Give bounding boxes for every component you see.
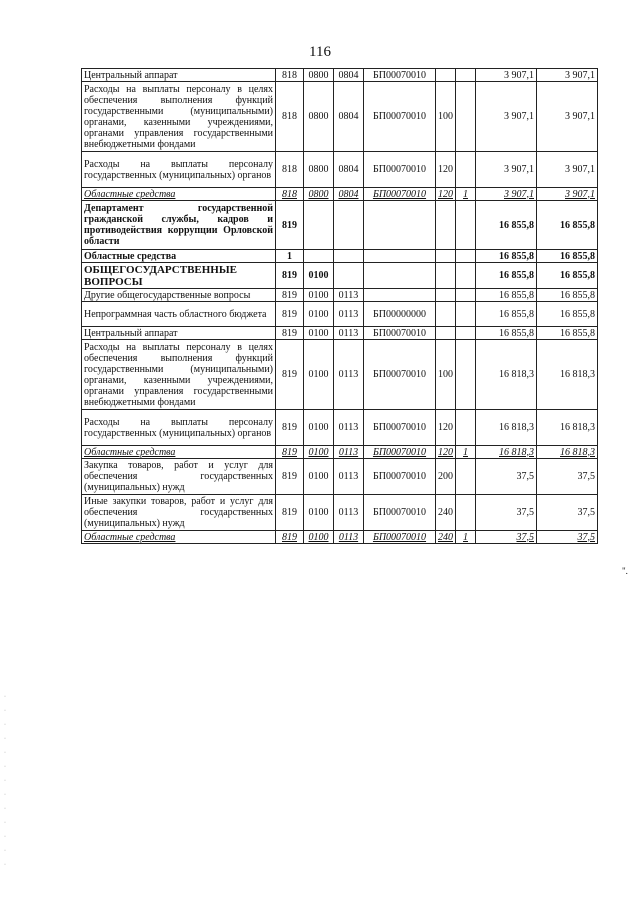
row-target-code	[364, 263, 436, 289]
table-row	[82, 263, 598, 289]
row-subsection-code: 0113	[334, 495, 364, 531]
row-section-code: 0100	[304, 495, 334, 531]
row-value-2: 16 855,8	[537, 289, 598, 302]
row-value-2: 3 907,1	[537, 152, 598, 188]
row-target-code: БП00070010	[364, 82, 436, 152]
row-name: Центральный аппарат	[82, 69, 276, 82]
row-name: Центральный аппарат	[82, 327, 276, 340]
row-ministry-code: 819	[276, 410, 304, 446]
row-section-code: 0100	[304, 302, 334, 327]
table-row	[82, 152, 598, 188]
row-expense-type	[436, 289, 456, 302]
row-source: 1	[456, 188, 476, 201]
row-expense-type: 120	[436, 446, 456, 459]
row-name: Другие общегосударственные вопросы	[82, 289, 276, 302]
row-ministry-code: 819	[276, 327, 304, 340]
row-value-2: 16 818,3	[537, 446, 598, 459]
row-value-1: 3 907,1	[476, 152, 537, 188]
row-section-code: 0800	[304, 152, 334, 188]
row-subsection-code: 0113	[334, 446, 364, 459]
table-row	[82, 327, 598, 340]
row-section-code: 0100	[304, 459, 334, 495]
row-subsection-code: 0113	[334, 302, 364, 327]
row-subsection-code: 0113	[334, 289, 364, 302]
row-target-code	[364, 289, 436, 302]
row-value-2: 3 907,1	[537, 69, 598, 82]
row-value-2: 16 855,8	[537, 201, 598, 250]
row-target-code: БП00070010	[364, 531, 436, 544]
row-expense-type: 120	[436, 188, 456, 201]
row-ministry-code: 819	[276, 459, 304, 495]
row-value-1: 16 855,8	[476, 201, 537, 250]
row-value-1: 16 818,3	[476, 410, 537, 446]
row-target-code: БП00070010	[364, 459, 436, 495]
row-subsection-code: 0113	[334, 340, 364, 410]
row-name: Иные закупки товаров, работ и услуг для обеспечения государственных (муниципальных) нужд	[82, 495, 276, 531]
row-name: Областные средства	[82, 250, 276, 263]
row-value-2: 16 855,8	[537, 327, 598, 340]
row-target-code: БП00070010	[364, 340, 436, 410]
row-ministry-code: 819	[276, 302, 304, 327]
table-row	[82, 495, 598, 531]
row-subsection-code: 0113	[334, 459, 364, 495]
row-expense-type	[436, 327, 456, 340]
row-name: Непрограммная часть областного бюджета	[82, 302, 276, 327]
table-row	[82, 340, 598, 410]
row-section-code: 0100	[304, 446, 334, 459]
row-section-code: 0800	[304, 69, 334, 82]
row-name: Областные средства	[82, 446, 276, 459]
row-expense-type: 200	[436, 459, 456, 495]
row-target-code: БП00070010	[364, 188, 436, 201]
row-value-1: 37,5	[476, 495, 537, 531]
row-source	[456, 250, 476, 263]
row-value-2: 3 907,1	[537, 188, 598, 201]
row-target-code: БП00070010	[364, 327, 436, 340]
row-expense-type	[436, 250, 456, 263]
row-section-code	[304, 201, 334, 250]
row-ministry-code: 818	[276, 188, 304, 201]
table-row	[82, 302, 598, 327]
table-row	[82, 69, 598, 82]
row-source: 1	[456, 446, 476, 459]
table-row	[82, 188, 598, 201]
row-name: Областные средства	[82, 531, 276, 544]
row-expense-type: 100	[436, 340, 456, 410]
row-ministry-code: 819	[276, 495, 304, 531]
row-source	[456, 82, 476, 152]
row-target-code: БП00070010	[364, 495, 436, 531]
row-target-code: БП00000000	[364, 302, 436, 327]
table-row	[82, 410, 598, 446]
row-subsection-code: 0113	[334, 327, 364, 340]
row-expense-type: 120	[436, 410, 456, 446]
row-subsection-code	[334, 263, 364, 289]
row-value-1: 3 907,1	[476, 69, 537, 82]
row-source	[456, 302, 476, 327]
row-value-1: 3 907,1	[476, 188, 537, 201]
row-name: ОБЩЕГОСУДАРСТВЕННЫЕ ВОПРОСЫ	[82, 263, 276, 289]
row-value-2: 16 818,3	[537, 340, 598, 410]
row-value-2: 37,5	[537, 495, 598, 531]
row-subsection-code: 0804	[334, 188, 364, 201]
page-number: 116	[309, 44, 331, 60]
row-subsection-code: 0804	[334, 152, 364, 188]
row-target-code: БП00070010	[364, 152, 436, 188]
row-subsection-code: 0113	[334, 410, 364, 446]
row-value-2: 16 855,8	[537, 250, 598, 263]
row-source	[456, 340, 476, 410]
row-subsection-code: 0113	[334, 531, 364, 544]
row-section-code: 0800	[304, 188, 334, 201]
row-ministry-code: 818	[276, 69, 304, 82]
row-expense-type: 100	[436, 82, 456, 152]
row-source	[456, 201, 476, 250]
row-value-2: 16 855,8	[537, 302, 598, 327]
row-source	[456, 410, 476, 446]
table-row	[82, 250, 598, 263]
table-row	[82, 459, 598, 495]
table-row	[82, 289, 598, 302]
row-ministry-code: 818	[276, 82, 304, 152]
table-row	[82, 201, 598, 250]
row-section-code: 0100	[304, 340, 334, 410]
row-name: Областные средства	[82, 188, 276, 201]
row-value-1: 3 907,1	[476, 82, 537, 152]
row-value-1: 16 818,3	[476, 446, 537, 459]
row-value-1: 16 855,8	[476, 289, 537, 302]
row-ministry-code: 819	[276, 531, 304, 544]
corner-mark: ".	[622, 566, 628, 576]
row-source: 1	[456, 531, 476, 544]
row-target-code	[364, 250, 436, 263]
row-target-code: БП00070010	[364, 69, 436, 82]
row-expense-type: 240	[436, 531, 456, 544]
margin-dots: · · · · · · · · · · · · ·	[4, 694, 6, 868]
row-name: Расходы на выплаты персоналу государственных (муниципальных) органов	[82, 152, 276, 188]
row-source	[456, 495, 476, 531]
row-subsection-code	[334, 201, 364, 250]
row-target-code: БП00070010	[364, 410, 436, 446]
row-name: Расходы на выплаты персоналу в целях обеспечения выполнения функций государственными (муниципальными) органами, казенными учреждениями, органами управления государственными внебюджетными фондами	[82, 82, 276, 152]
table-row	[82, 531, 598, 544]
row-ministry-code: 818	[276, 152, 304, 188]
row-target-code	[364, 201, 436, 250]
row-value-2: 37,5	[537, 459, 598, 495]
row-source	[456, 327, 476, 340]
row-value-1: 16 855,8	[476, 250, 537, 263]
row-value-2: 37,5	[537, 531, 598, 544]
row-section-code: 0100	[304, 327, 334, 340]
row-value-1: 16 855,8	[476, 263, 537, 289]
row-expense-type	[436, 302, 456, 327]
row-subsection-code: 0804	[334, 82, 364, 152]
row-subsection-code: 0804	[334, 69, 364, 82]
row-expense-type	[436, 263, 456, 289]
row-source	[456, 263, 476, 289]
row-ministry-code: 1	[276, 250, 304, 263]
row-name: Департамент государственной гражданской службы, кадров и противодействия коррупции Орловской области	[82, 201, 276, 250]
row-value-1: 16 855,8	[476, 327, 537, 340]
row-ministry-code: 819	[276, 340, 304, 410]
row-section-code	[304, 250, 334, 263]
row-value-1: 37,5	[476, 531, 537, 544]
row-section-code: 0800	[304, 82, 334, 152]
row-value-2: 3 907,1	[537, 82, 598, 152]
row-name: Расходы на выплаты персоналу государственных (муниципальных) органов	[82, 410, 276, 446]
budget-table	[81, 68, 598, 544]
row-ministry-code: 819	[276, 201, 304, 250]
row-expense-type	[436, 69, 456, 82]
row-value-2: 16 855,8	[537, 263, 598, 289]
table-row	[82, 446, 598, 459]
row-source	[456, 459, 476, 495]
table-row	[82, 82, 598, 152]
row-section-code: 0100	[304, 263, 334, 289]
row-expense-type	[436, 201, 456, 250]
row-name: Расходы на выплаты персоналу в целях обеспечения выполнения функций государственными (муниципальными) органами, казенными учреждениями, органами управления государственными внебюджетными фондами	[82, 340, 276, 410]
row-ministry-code: 819	[276, 289, 304, 302]
row-ministry-code: 819	[276, 446, 304, 459]
row-ministry-code: 819	[276, 263, 304, 289]
row-value-1: 16 818,3	[476, 340, 537, 410]
row-expense-type: 120	[436, 152, 456, 188]
row-name: Закупка товаров, работ и услуг для обеспечения государственных (муниципальных) нужд	[82, 459, 276, 495]
row-source	[456, 152, 476, 188]
row-value-2: 16 818,3	[537, 410, 598, 446]
row-value-1: 16 855,8	[476, 302, 537, 327]
row-expense-type: 240	[436, 495, 456, 531]
row-source	[456, 289, 476, 302]
table-body	[82, 69, 598, 544]
row-subsection-code	[334, 250, 364, 263]
row-section-code: 0100	[304, 531, 334, 544]
row-value-1: 37,5	[476, 459, 537, 495]
row-source	[456, 69, 476, 82]
row-section-code: 0100	[304, 289, 334, 302]
row-section-code: 0100	[304, 410, 334, 446]
row-target-code: БП00070010	[364, 446, 436, 459]
